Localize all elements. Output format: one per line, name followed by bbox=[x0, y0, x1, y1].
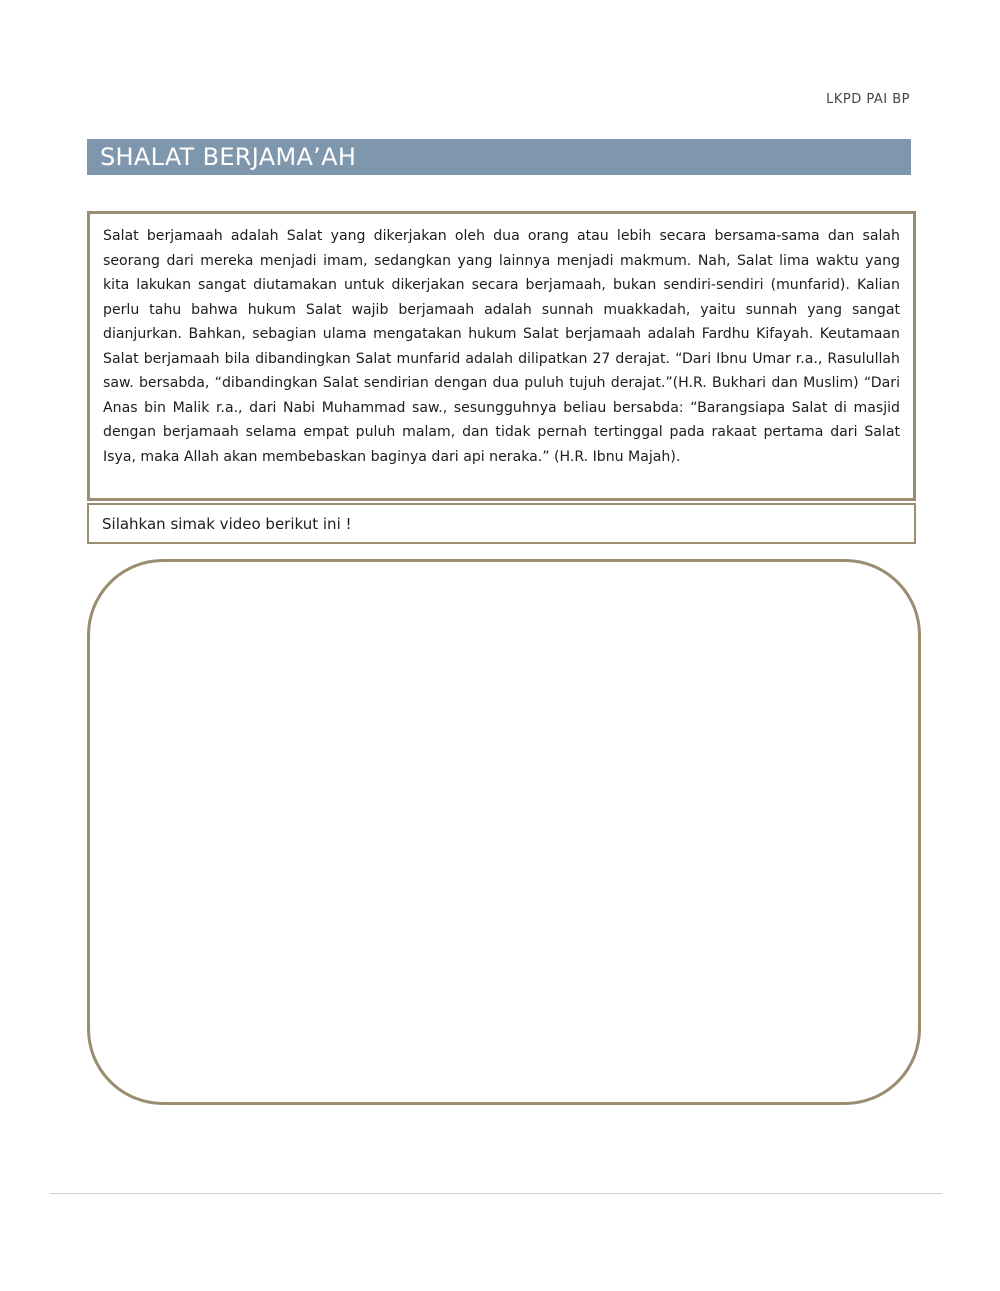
content-box bbox=[87, 211, 916, 501]
instruction-text: Silahkan simak video berikut ini ! bbox=[102, 514, 352, 533]
footer-divider bbox=[50, 1193, 942, 1194]
document-header-label: LKPD PAI BP bbox=[826, 92, 910, 107]
content-paragraph: Salat berjamaah adalah Salat yang dikerjakan oleh dua orang atau lebih secara bersama-sama dan salah seorang dari mereka menjadi imam, sedangkan yang lainnya menjadi makmum. Nah, Salat lima waktu yang kita lakukan sangat diutamakan untuk dikerjakan secara berjamaah, bukan sendiri-sendiri (munfarid). Kalian perlu tahu bahwa hukum Salat wajib berjamaah adalah sunnah muakkadah, yaitu sunnah yang sangat dianjurkan. Bahkan, sebagian ulama mengatakan hukum Salat berjamaah adalah Fardhu Kifayah. Keutamaan Salat berjamaah bila dibandingkan Salat munfarid adalah dilipatkan 27 derajat. “Dari Ibnu Umar r.a., Rasulullah saw. bersabda, “dibandingkan Salat sendirian dengan dua puluh tujuh derajat.”(H.R. Bukhari dan Muslim) “Dari Anas bin Malik r.a., dari Nabi Muhammad saw., sesungguhnya beliau bersabda: “Barangsiapa Salat di masjid dengan berjamaah selama empat puluh malam, dan tidak pernah tertinggal pada rakaat pertama dari Salat Isya, maka Allah akan membebaskan baginya dari api neraka.” (H.R. Ibnu Majah). bbox=[103, 228, 900, 465]
title-banner bbox=[87, 139, 911, 175]
instruction-box bbox=[87, 503, 916, 544]
video-placeholder-frame[interactable] bbox=[87, 559, 921, 1105]
page-title: SHALAT BERJAMA’AH bbox=[100, 143, 357, 171]
